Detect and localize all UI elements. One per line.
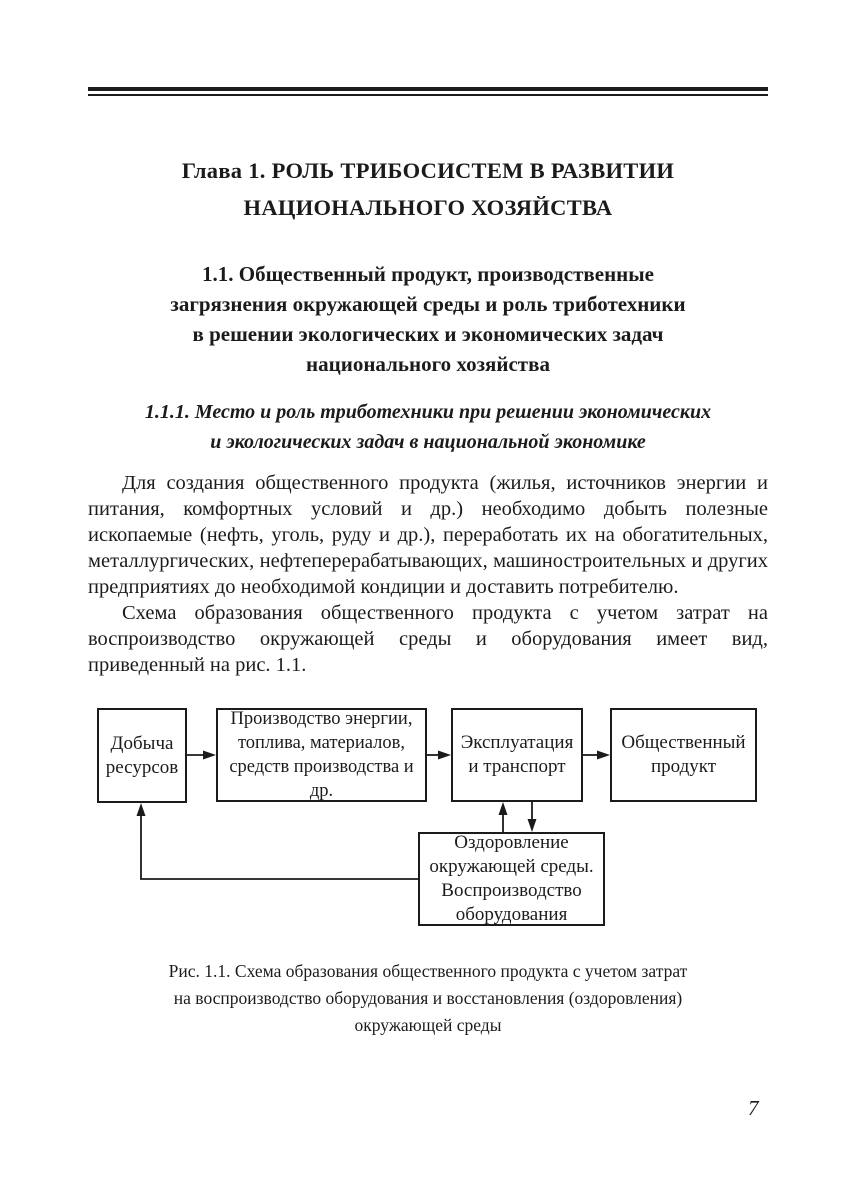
flow-diagram <box>88 703 768 933</box>
header-rule <box>88 87 768 96</box>
page-number: 7 <box>748 1096 759 1120</box>
section-title-line: национального хозяйства <box>306 352 550 376</box>
section-title-line: 1.1. Общественный продукт, производственные <box>201 262 654 286</box>
figure-caption-line: Рис. 1.1. Схема образования общественного продукта с учетом затрат <box>168 961 688 981</box>
arrow-operation-to-product <box>583 751 610 760</box>
chapter-title <box>88 152 768 226</box>
chapter-title-line: НАЦИОНАЛЬНОГО ХОЗЯЙСТВА <box>243 195 613 220</box>
arrow-production-to-operation <box>427 751 451 760</box>
diagram-box-operation-transport: Эксплуатация и транспорт <box>451 708 583 802</box>
subsection-title-line: и экологических задач в национальной экономике <box>210 431 646 453</box>
diagram-box-resource-extraction: Добыча ресурсов <box>97 708 187 803</box>
chapter-title-line: Глава 1. РОЛЬ ТРИБОСИСТЕМ В РАЗВИТИИ <box>181 158 675 183</box>
figure-caption-line: на воспроизводство оборудования и восстановления (оздоровления) <box>173 988 683 1008</box>
section-title <box>88 259 768 379</box>
arrow-operation-to-recovery <box>528 802 537 832</box>
section-title-line: загрязнения окружающей среды и роль триботехники <box>170 292 686 316</box>
paragraph-scheme-intro: Схема образования общественного продукта с учетом затрат на воспроизводство окружающей среды и оборудования имеет вид, приведенный на рис. 1.1. <box>88 602 768 676</box>
arrow-recovery-to-extraction-feedback <box>137 803 419 879</box>
paragraph-product-creation: Для создания общественного продукта (жилья, источников энергии и питания, комфортных условий и др.) необходимо добыть полезные ископаемые (нефть, уголь, руду и др.), переработать их на обогатительных, металлургических, нефтеперерабатывающих, машиностроительных и других предприятиях до необходимой кондиции и доставить потребителю. <box>88 472 768 598</box>
figure-caption <box>88 958 768 1039</box>
section-title-line: в решении экологических и экономических задач <box>192 322 664 346</box>
subsection-title <box>88 397 768 457</box>
diagram-box-production: Производство энергии, топлива, материалов, средств производства и др. <box>216 708 427 802</box>
body-text <box>88 470 768 678</box>
subsection-title-line: 1.1.1. Место и роль триботехники при решении экономических <box>144 401 712 423</box>
diagram-box-social-product: Общественный продукт <box>610 708 757 802</box>
arrow-extraction-to-production <box>187 751 216 760</box>
arrow-recovery-to-operation <box>499 802 508 832</box>
diagram-box-environment-recovery: Оздоровление окружающей среды. Воспроизводство оборудования <box>418 832 605 926</box>
figure-caption-line: окружающей среды <box>354 1015 502 1035</box>
